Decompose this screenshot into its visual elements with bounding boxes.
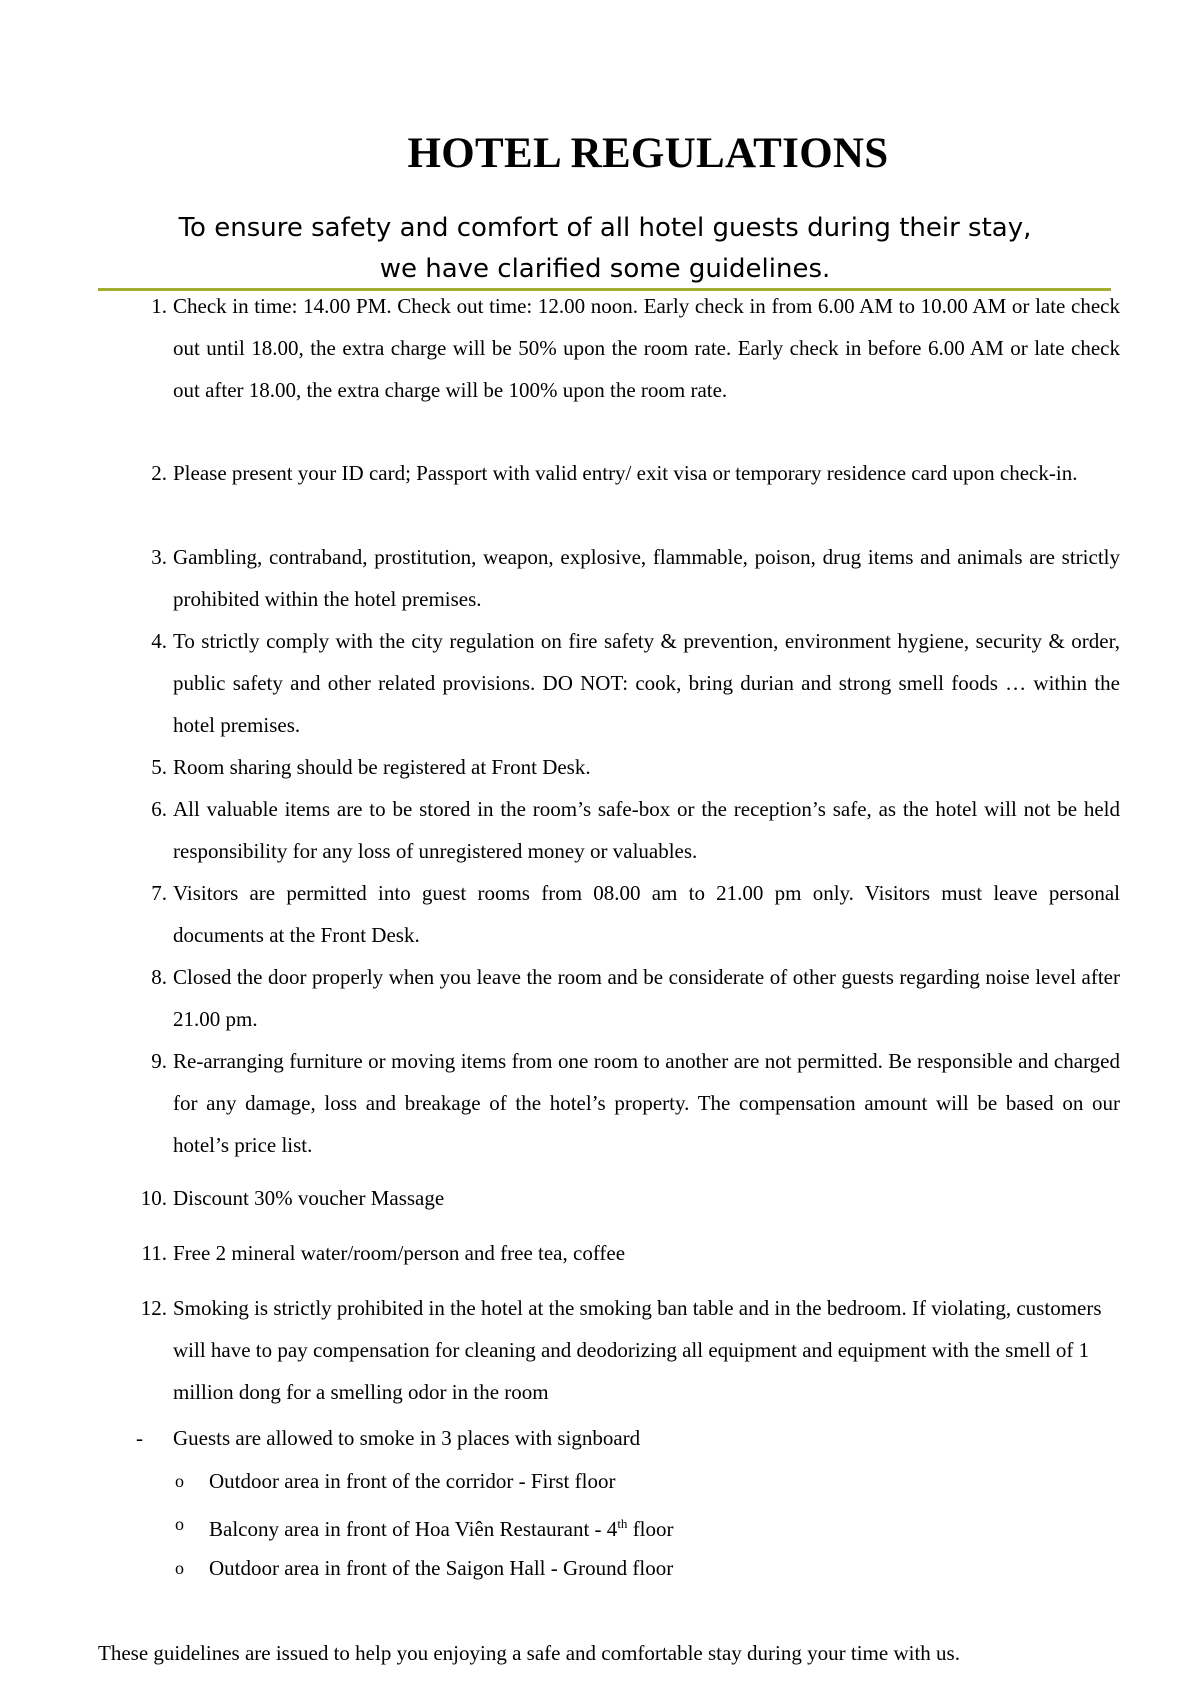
smoking-place-text: Balcony area in front of Hoa Viên Restaurant - 4 (209, 1517, 618, 1541)
closing-note: These guidelines are issued to help you enjoying a safe and comfortable stay during your time with us. (98, 1641, 960, 1665)
rule-number: 3. (151, 545, 167, 569)
rule-number: 7. (151, 881, 167, 905)
rule-item-5 (151, 746, 1120, 788)
rule-number: 1. (151, 294, 167, 318)
smoking-intro-text: Guests are allowed to smoke in 3 places with signboard (173, 1426, 641, 1450)
rule-item-4 (151, 620, 1120, 746)
smoking-place-text: Outdoor area in front of the corridor - First floor (209, 1469, 616, 1493)
subtitle-line-2: we have clarified some guidelines. (379, 254, 831, 284)
rule-number: 8. (151, 965, 167, 989)
subtitle-line-1: To ensure safety and comfort of all hotel guests during their stay, (178, 213, 1032, 243)
circle-bullet-icon: o (175, 1514, 184, 1534)
rule-number: 11. (141, 1241, 167, 1265)
rule-number: 5. (151, 755, 167, 779)
page-title: HOTEL REGULATIONS (407, 130, 889, 177)
rule-text: Closed the door properly when you leave the room and be considerate of other guests regarding noise level after 21.00 pm. (173, 965, 1120, 1031)
rule-number: 4. (151, 629, 167, 653)
rule-number: 6. (151, 797, 167, 821)
rule-item-12 (140, 1287, 1103, 1413)
rule-number: 10. (140, 1186, 167, 1210)
rule-text: Re-arranging furniture or moving items from one room to another are not permitted. Be responsible and charged for any damage, loss and breakage of the hotel’s property. The compensation amount will be based on our hotel’s price list. (173, 1049, 1120, 1157)
rule-text: Gambling, contraband, prostitution, weapon, explosive, flammable, poison, drug items and animals are strictly prohibited within the hotel premises. (173, 545, 1120, 611)
smoking-place-text-end: floor (627, 1517, 674, 1541)
rule-text: Discount 30% voucher Massage (173, 1186, 445, 1210)
dash-bullet: - (136, 1426, 143, 1450)
rule-item-7 (151, 872, 1120, 956)
rule-item-6 (151, 788, 1120, 872)
rule-item-10 (140, 1177, 1120, 1219)
rule-number: 2. (151, 461, 167, 485)
rule-text: Check in time: 14.00 PM. Check out time: 12.00 noon. Early check in from 6.00 AM to 10.00 AM or late check out until 18.00, the extra charge will be 50% upon the room rate. Early check in before 6.00 AM or late check out after 18.00, the extra charge will be 100% upon the room rate. (173, 294, 1120, 402)
rule-text: Please present your ID card; Passport with valid entry/ exit visa or temporary residence card upon check-in. (173, 461, 1078, 485)
circle-bullet-icon: o (175, 1558, 184, 1578)
rule-number: 9. (151, 1049, 167, 1073)
smoking-place-3 (175, 1547, 1109, 1589)
rule-text: Room sharing should be registered at Front Desk. (173, 755, 591, 779)
rule-item-3 (151, 536, 1120, 620)
smoking-place-text: Outdoor area in front of the Saigon Hall - Ground floor (209, 1556, 674, 1580)
rule-number: 12. (140, 1296, 167, 1320)
rule-text: Free 2 mineral water/room/person and free tea, coffee (173, 1241, 626, 1265)
smoking-place-1 (175, 1460, 1109, 1502)
smoking-place-2 (175, 1503, 1109, 1550)
smoking-places-intro (136, 1417, 1120, 1459)
rule-text: Visitors are permitted into guest rooms from 08.00 am to 21.00 pm only. Visitors must leave personal documents at the Front Desk. (173, 881, 1120, 947)
rule-text: To strictly comply with the city regulation on fire safety & prevention, environment hygiene, security & order, public safety and other related provisions. DO NOT: cook, bring durian and strong smell foods … within the hotel premises. (173, 629, 1120, 737)
page-subtitle (80, 208, 1130, 290)
rule-item-9 (151, 1040, 1120, 1166)
rule-text: All valuable items are to be stored in the room’s safe-box or the reception’s safe, as the hotel will not be held responsibility for any loss of unregistered money or valuables. (173, 797, 1120, 863)
rule-item-2 (151, 452, 1120, 494)
ordinal-suffix: th (617, 1516, 628, 1531)
rule-item-8 (151, 956, 1120, 1040)
rule-item-1 (151, 285, 1120, 411)
circle-bullet-icon: o (175, 1471, 184, 1491)
rule-item-11 (141, 1232, 1120, 1274)
rule-text: Smoking is strictly prohibited in the hotel at the smoking ban table and in the bedroom. If violating, customers will have to pay compensation for cleaning and deodorizing all equipment and equipment with the smell of 1 million dong for a smelling odor in the room (173, 1296, 1102, 1404)
